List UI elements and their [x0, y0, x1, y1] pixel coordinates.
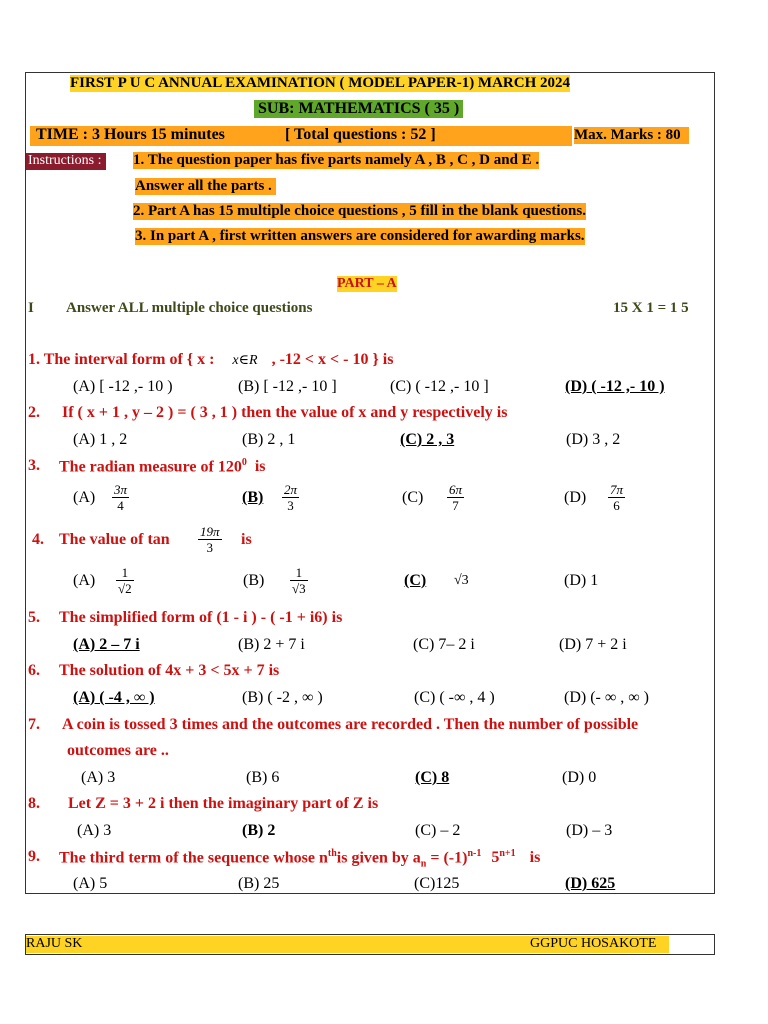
q3-fraction-c: $\frac{6\pi}{7}$ [449, 482, 463, 513]
question-6: The solution of 4x + 3 < 5x + 7 is [59, 662, 280, 679]
q5-option-d: (D) 7 + 2 i [559, 636, 627, 653]
footer-left: RAJU SK [26, 936, 512, 953]
q3-fraction-a: $\frac{3\pi}{4}$ [114, 482, 128, 513]
q4-option-c-value: √3 [454, 573, 469, 588]
q2-option-a: (A) 1 , 2 [73, 431, 128, 448]
instruction-3: 3. In part A , first written answers are considered for awarding marks. [135, 228, 585, 244]
q3-option-b: (B) [242, 489, 264, 506]
question-6-number: 6. [28, 662, 40, 679]
time-info: TIME : 3 Hours 15 minutes [36, 126, 225, 143]
footer-right: GGPUC HOSAKOTE [512, 936, 669, 953]
q6-option-d: (D) (- ∞ , ∞ ) [564, 689, 650, 706]
q1-option-a: (A) [ -12 ,- 10 ) [73, 378, 173, 395]
q9-option-b: (B) 25 [238, 875, 280, 892]
q1-option-c: (C) ( -12 ,- 10 ] [390, 378, 489, 395]
section-instruction: Answer ALL multiple choice questions [66, 300, 313, 316]
question-4: The value of tan [59, 531, 170, 548]
q4-option-a: (A) [73, 572, 96, 589]
question-2-number: 2. [28, 404, 40, 421]
question-9-number: 9. [28, 848, 40, 865]
q2-option-d: (D) 3 , 2 [566, 431, 621, 448]
q8-option-b: (B) 2 [242, 822, 276, 839]
q8-option-c: (C) – 2 [415, 822, 461, 839]
q4-option-d: (D) 1 [564, 572, 599, 589]
section-number: I [28, 300, 34, 316]
q1-option-b: (B) [ -12 ,- 10 ] [238, 378, 337, 395]
question-4-tail: is [241, 531, 252, 548]
question-5-number: 5. [28, 609, 40, 626]
q9-option-c: (C)125 [414, 875, 460, 892]
question-5: The simplified form of (1 - i ) - ( -1 + i6) is [59, 609, 343, 626]
q3-fraction-d: $\frac{7\pi}{6}$ [610, 482, 624, 513]
q3-option-a: (A) [73, 489, 96, 506]
q5-option-c: (C) 7– 2 i [413, 636, 475, 653]
q8-option-a: (A) 3 [77, 822, 112, 839]
total-questions: [ Total questions : 52 ] [285, 126, 436, 143]
q3-option-c: (C) [402, 489, 424, 506]
question-1: 1. The interval form of { x : x∈R , -12 < x < - 10 } is [28, 351, 394, 368]
q1-option-d: (D) ( -12 ,- 10 ) [565, 378, 665, 395]
q9-option-a: (A) 5 [73, 875, 108, 892]
q2-option-c: (C) 2 , 3 [400, 431, 455, 448]
part-a-title: PART – A [337, 276, 397, 291]
q7-option-a: (A) 3 [81, 769, 116, 786]
question-7: A coin is tossed 3 times and the outcomes are recorded . Then the number of possible [62, 716, 639, 733]
question-7-cont: outcomes are .. [67, 742, 169, 759]
question-2: If ( x + 1 , y – 2 ) = ( 3 , 1 ) then the value of x and y respectively is [62, 404, 508, 421]
q7-option-d: (D) 0 [562, 769, 597, 786]
q4-fraction-a: $\frac{1}{√2}$ [118, 565, 132, 596]
q3-fraction-b: $\frac{2\pi}{3}$ [284, 482, 298, 513]
q4-option-b: (B) [243, 572, 265, 589]
q5-option-b: (B) 2 + 7 i [238, 636, 305, 653]
q8-option-d: (D) – 3 [566, 822, 613, 839]
exam-title: FIRST P U C ANNUAL EXAMINATION ( MODEL PAPER-1) MARCH 2024 [70, 75, 571, 91]
instruction-1: 1. The question paper has five parts namely A , B , C , D and E . [133, 152, 540, 168]
question-8-number: 8. [28, 795, 40, 812]
q4-fraction-b: $\frac{1}{√3}$ [292, 565, 306, 596]
q2-option-b: (B) 2 , 1 [242, 431, 296, 448]
max-marks: Max. Marks : 80 [574, 127, 689, 144]
instruction-2: 2. Part A has 15 multiple choice questions , 5 fill in the blank questions. [133, 203, 586, 219]
instruction-1b: Answer all the parts . [135, 178, 276, 195]
q6-option-a: (A) ( -4 , ∞ ) [73, 689, 155, 706]
question-3: The radian measure of $120^0$ is [59, 457, 266, 476]
q6-option-c: (C) ( -∞ , 4 ) [414, 689, 495, 706]
q7-option-b: (B) 6 [246, 769, 280, 786]
question-7-number: 7. [28, 716, 40, 733]
section-marks: 15 X 1 = 1 5 [613, 300, 689, 316]
q6-option-b: (B) ( -2 , ∞ ) [242, 689, 323, 706]
question-3-number: 3. [28, 457, 40, 474]
question-4-number: 4. [32, 531, 44, 548]
question-8: Let Z = 3 + 2 i then the imaginary part of Z is [68, 795, 379, 812]
q3-option-d: (D) [564, 489, 587, 506]
question-9: The third term of the sequence whose $n^{th}is$ given by $a_n = (-1)^{n-1}$ $5^{n+1}$ is [59, 848, 541, 870]
q9-option-d: (D) 625 [565, 875, 616, 892]
q7-option-c: (C) 8 [415, 769, 450, 786]
q5-option-a: (A) 2 – 7 i [73, 636, 140, 653]
q4-tan-fraction: $\frac{19\pi}{3}$ [200, 524, 220, 555]
instructions-label: Instructions : [26, 153, 106, 170]
q4-option-c: (C) [404, 572, 427, 589]
subject-title: SUB: MATHEMATICS ( 35 ) [254, 100, 463, 118]
